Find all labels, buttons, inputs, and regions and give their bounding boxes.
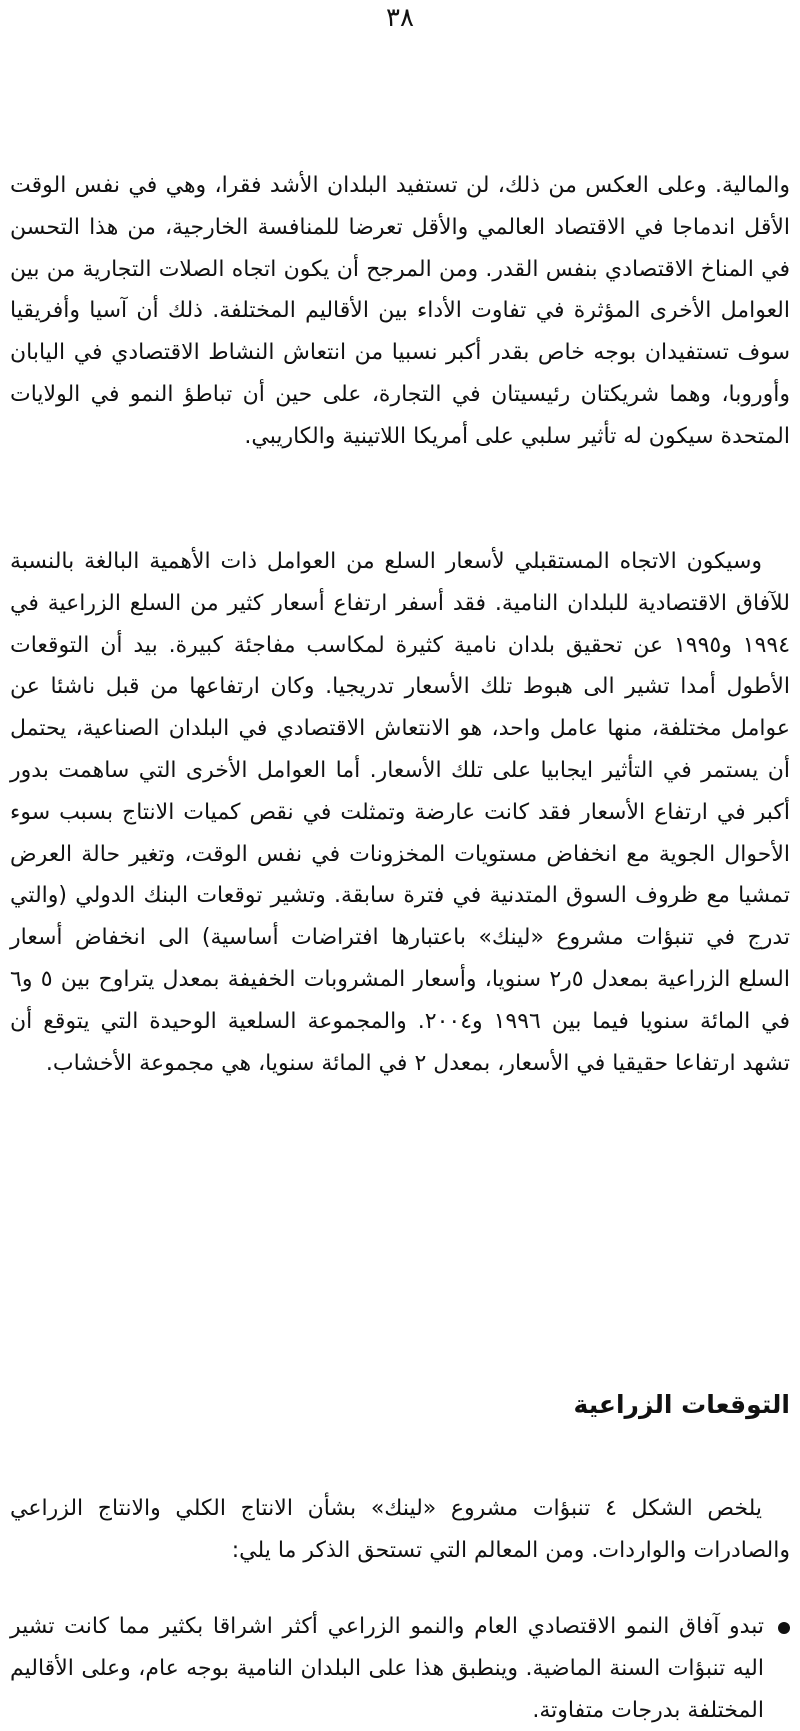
paragraph-2-block <box>10 541 790 1084</box>
intro-paragraph-block <box>10 1488 790 1572</box>
paragraph-1: والمالية. وعلى العكس من ذلك، لن تستفيد البلدان الأشد فقرا، وهي في نفس الوقت الأقل اندماجا في الاقتصاد العالمي والأقل تعرضا للمنافسة الخارجية، من هذا التحسن في المناخ الاقتصادي بنفس القدر. ومن المرجح أن يكون اتجاه الصلات التجارية من بين العوامل الأخرى المؤثرة في تفاوت الأداء بين الأقاليم المختلفة. ذلك أن آسيا وأفريقيا سوف تستفيدان بوجه خاص بقدر أكبر نسبيا من انتعاش النشاط الاقتصادي في اليابان وأوروبا، وهما شريكتان رئيسيتان في التجارة، على حين أن تباطؤ النمو في الولايات المتحدة سيكون له تأثير سلبي على أمريكا اللاتينية والكاريبي. <box>10 173 790 449</box>
bullet-item <box>10 1606 790 1731</box>
intro-paragraph: يلخص الشكل ٤ تنبؤات مشروع «لينك» بشأن الانتاج الكلي والانتاج الزراعي والصادرات والواردات. ومن المعالم التي تستحق الذكر ما يلي: <box>10 1496 790 1563</box>
section-heading: التوقعات الزراعية <box>573 1390 790 1419</box>
bullet-text: تبدو آفاق النمو الاقتصادي العام والنمو الزراعي أكثر اشراقا بكثير مما كانت تشير اليه تنبؤات السنة الماضية. وينطبق هذا على البلدان النامية بوجه عام، وعلى الأقاليم المختلفة بدرجات متفاوتة. <box>10 1614 764 1723</box>
page-number: ٣٨ <box>386 3 414 33</box>
paragraph-1-block <box>10 165 790 458</box>
paragraph-2: وسيكون الاتجاه المستقبلي لأسعار السلع من العوامل ذات الأهمية البالغة بالنسبة للآفاق الاقتصادية للبلدان النامية. فقد أسفر ارتفاع أسعار كثير من السلع الزراعية في ١٩٩٤ و١٩٩٥ عن تحقيق بلدان نامية كثيرة لمكاسب مفاجئة كبيرة. بيد أن التوقعات الأطول أمدا تشير الى هبوط تلك الأسعار تدريجيا. وكان ارتفاعها من قبل ناشئا عن عوامل مختلفة، منها عامل واحد، هو الانتعاش الاقتصادي في البلدان الصناعية، يحتمل أن يستمر في التأثير ايجابيا على تلك الأسعار. أما العوامل الأخرى التي ساهمت بدور أكبر في ارتفاع الأسعار فقد كانت عارضة وتمثلت في نقص كميات الانتاج بسبب سوء الأحوال الجوية مع انخفاض مستويات المخزونات في نفس الوقت، وتغير حالة العرض تمشيا مع ظروف السوق المتدنية في فترة سابقة. وتشير توقعات البنك الدولي (والتي تدرج في تنبؤات مشروع «لينك» باعتبارها افتراضات أساسية) الى انخفاض أسعار السلع الزراعية بمعدل ٥ر٢ سنويا، وأسعار المشروبات الخفيفة بمعدل يتراوح بين ٥ و٦ في المائة سنويا فيما بين ١٩٩٦ و٢٠٠٤. والمجموعة السلعية الوحيدة التي يتوقع أن تشهد ارتفاعا حقيقيا في الأسعار، بمعدل ٢ في المائة سنويا، هي مجموعة الأخشاب. <box>10 549 791 1076</box>
bullet-dot-icon <box>778 1622 790 1634</box>
